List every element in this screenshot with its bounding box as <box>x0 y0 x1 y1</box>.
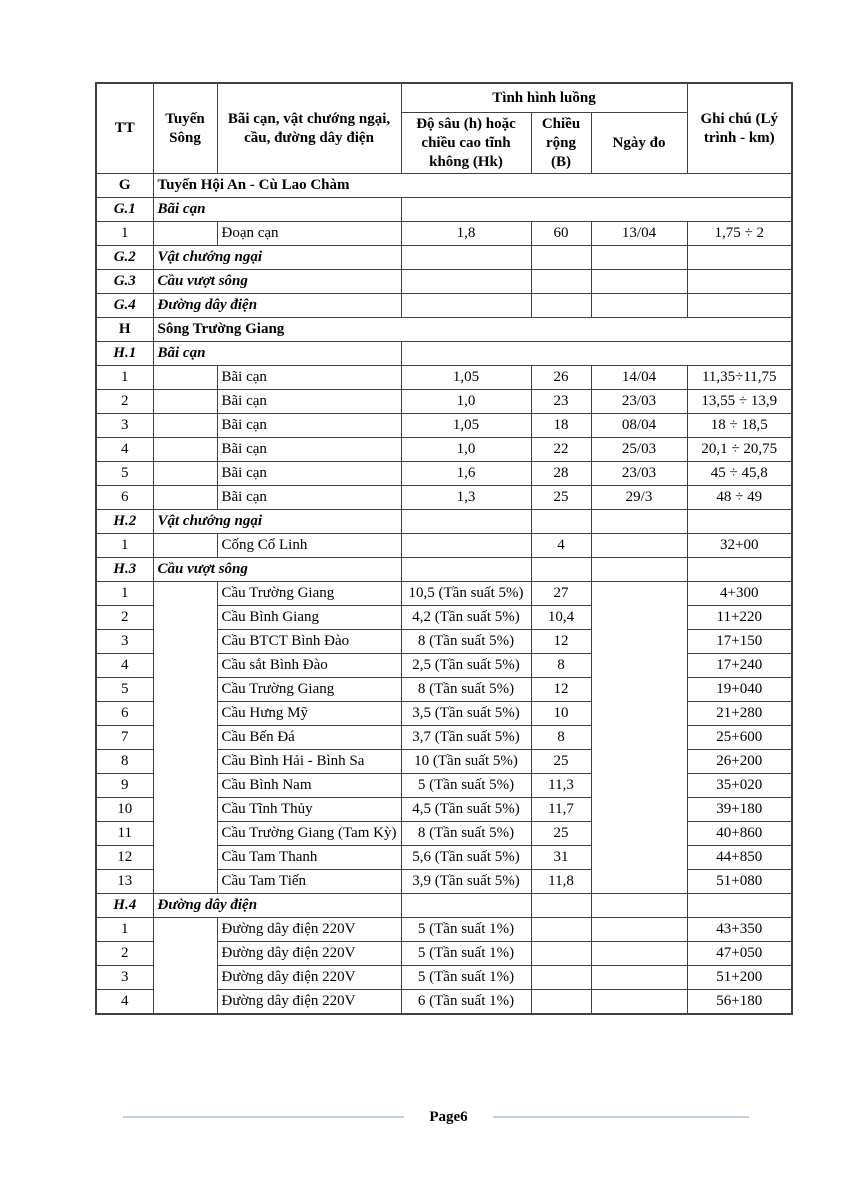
table-cell: 56+180 <box>687 990 792 1015</box>
table-cell: Cầu Bến Đá <box>217 726 401 750</box>
table-cell: Bãi cạn <box>217 462 401 486</box>
table-cell <box>153 414 217 438</box>
table-cell: 8 <box>96 750 153 774</box>
table-cell: 18 ÷ 18,5 <box>687 414 792 438</box>
table-cell: 11+220 <box>687 606 792 630</box>
table-cell: 4 <box>96 990 153 1015</box>
table-cell: Bãi cạn <box>217 414 401 438</box>
table-cell: 8 (Tần suất 5%) <box>401 678 531 702</box>
table-cell: Đoạn cạn <box>217 222 401 246</box>
table-cell <box>401 558 531 582</box>
table-cell: 25+600 <box>687 726 792 750</box>
table-cell <box>153 582 217 894</box>
table-cell <box>531 270 591 294</box>
table-row <box>96 462 792 486</box>
table-cell <box>591 582 687 894</box>
table-cell <box>153 462 217 486</box>
table-cell: Cầu Hưng Mỹ <box>217 702 401 726</box>
table-cell: 13 <box>96 870 153 894</box>
column-header-bai-can: Bãi cạn, vật chướng ngại, cầu, đường dây điện <box>217 83 401 174</box>
table-cell: Bãi cạn <box>217 438 401 462</box>
table-cell <box>531 246 591 270</box>
table-cell: 4 <box>96 654 153 678</box>
table-cell: Cầu Trường Giang (Tam Kỳ) <box>217 822 401 846</box>
table-cell <box>531 894 591 918</box>
table-cell: 4 <box>531 534 591 558</box>
page-number: Page6 <box>429 1109 468 1125</box>
table-cell: 08/04 <box>591 414 687 438</box>
table-cell: Cầu Tam Tiến <box>217 870 401 894</box>
table-cell <box>687 510 792 534</box>
table-cell: 3,9 (Tần suất 5%) <box>401 870 531 894</box>
table-cell <box>687 294 792 318</box>
table-row <box>96 558 792 582</box>
column-header-ghi-chu: Ghi chú (Lý trình - km) <box>687 83 792 174</box>
table-cell: 47+050 <box>687 942 792 966</box>
table-cell: 23/03 <box>591 390 687 414</box>
table-cell: 11,35÷11,75 <box>687 366 792 390</box>
table-cell <box>591 270 687 294</box>
table-row <box>96 270 792 294</box>
table-cell: 39+180 <box>687 798 792 822</box>
table-cell: Tuyến Hội An - Cù Lao Chàm <box>153 174 792 198</box>
table-cell: G.3 <box>96 270 153 294</box>
table-row <box>96 918 792 942</box>
table-cell: Cầu Bình Nam <box>217 774 401 798</box>
table-cell: 1,3 <box>401 486 531 510</box>
column-header-tt: TT <box>96 83 153 174</box>
table-cell: 6 <box>96 486 153 510</box>
table-cell <box>153 438 217 462</box>
waterway-status-table <box>95 82 793 1015</box>
table-cell <box>153 486 217 510</box>
table-cell: 11,7 <box>531 798 591 822</box>
table-cell: 26+200 <box>687 750 792 774</box>
table-cell <box>153 366 217 390</box>
table-cell: 1 <box>96 534 153 558</box>
table-cell: 8 (Tần suất 5%) <box>401 630 531 654</box>
table-cell: 1,0 <box>401 438 531 462</box>
table-row <box>96 894 792 918</box>
table-cell: 22 <box>531 438 591 462</box>
table-cell: 2 <box>96 606 153 630</box>
table-cell: 2,5 (Tần suất 5%) <box>401 654 531 678</box>
table-cell: Cầu vượt sông <box>153 558 401 582</box>
table-cell: Bãi cạn <box>217 486 401 510</box>
table-cell: 25 <box>531 822 591 846</box>
table-cell <box>591 990 687 1015</box>
table-cell: 1,05 <box>401 366 531 390</box>
table-cell: Bãi cạn <box>217 366 401 390</box>
table-cell <box>591 246 687 270</box>
table-cell: 51+200 <box>687 966 792 990</box>
table-cell: Sông Trường Giang <box>153 318 792 342</box>
table-cell: 1,8 <box>401 222 531 246</box>
column-header-tuyen-song: Tuyến Sông <box>153 83 217 174</box>
column-header-chieu-rong: Chiều rộng (B) <box>531 113 591 174</box>
column-header-do-sau: Độ sâu (h) hoặc chiều cao tĩnh không (Hk) <box>401 113 531 174</box>
table-cell: Đường dây điện <box>153 294 401 318</box>
table-cell <box>153 534 217 558</box>
table-cell: 51+080 <box>687 870 792 894</box>
table-cell <box>401 342 792 366</box>
table-cell: Đường dây điện <box>153 894 401 918</box>
table-cell: 1 <box>96 918 153 942</box>
table-cell: Đường dây điện 220V <box>217 918 401 942</box>
table-cell: 5 (Tần suất 1%) <box>401 942 531 966</box>
table-cell: 7 <box>96 726 153 750</box>
table-cell: 40+860 <box>687 822 792 846</box>
table-cell: 32+00 <box>687 534 792 558</box>
table-cell: Cầu Tam Thanh <box>217 846 401 870</box>
table-cell: Vật chướng ngại <box>153 510 401 534</box>
table-cell: 8 (Tần suất 5%) <box>401 822 531 846</box>
table-cell: Cầu Bình Giang <box>217 606 401 630</box>
table-cell: 29/3 <box>591 486 687 510</box>
table-cell <box>687 246 792 270</box>
table-cell: 12 <box>531 630 591 654</box>
table-cell: 2 <box>96 390 153 414</box>
table-cell: 3 <box>96 966 153 990</box>
column-header-ngay-do: Ngày đo <box>591 113 687 174</box>
table-cell: Cầu Trường Giang <box>217 582 401 606</box>
table-cell: 21+280 <box>687 702 792 726</box>
table-cell <box>153 390 217 414</box>
table-cell: 10 (Tần suất 5%) <box>401 750 531 774</box>
table-cell: Vật chướng ngại <box>153 246 401 270</box>
table-cell: 1,0 <box>401 390 531 414</box>
table-cell: 11,8 <box>531 870 591 894</box>
table-cell: 9 <box>96 774 153 798</box>
table-cell <box>591 558 687 582</box>
table-cell <box>687 270 792 294</box>
table-cell: 27 <box>531 582 591 606</box>
table-cell: 6 (Tần suất 1%) <box>401 990 531 1015</box>
table-cell <box>531 966 591 990</box>
table-row <box>96 318 792 342</box>
table-row <box>96 390 792 414</box>
table-cell: Cầu BTCT Bình Đào <box>217 630 401 654</box>
table-cell: Bãi cạn <box>217 390 401 414</box>
table-body <box>96 174 792 1015</box>
table-cell: 18 <box>531 414 591 438</box>
table-cell: G.2 <box>96 246 153 270</box>
table-cell: 20,1 ÷ 20,75 <box>687 438 792 462</box>
table-cell <box>401 294 531 318</box>
table-cell: Cầu Trường Giang <box>217 678 401 702</box>
table-cell: 23 <box>531 390 591 414</box>
table-row <box>96 366 792 390</box>
table-row <box>96 174 792 198</box>
table-cell <box>591 534 687 558</box>
table-cell: 5,6 (Tần suất 5%) <box>401 846 531 870</box>
table-cell: 4+300 <box>687 582 792 606</box>
table-cell: Cống Cổ Linh <box>217 534 401 558</box>
table-cell <box>531 510 591 534</box>
table-cell: 5 <box>96 462 153 486</box>
table-cell: Đường dây điện 220V <box>217 966 401 990</box>
table-cell: 5 <box>96 678 153 702</box>
table-cell: 14/04 <box>591 366 687 390</box>
table-row <box>96 534 792 558</box>
table-cell: 44+850 <box>687 846 792 870</box>
table-row <box>96 486 792 510</box>
table-cell <box>401 534 531 558</box>
table-cell: 6 <box>96 702 153 726</box>
column-header-tinh-hinh-luong: Tình hình luồng <box>401 83 687 113</box>
table-cell: H.3 <box>96 558 153 582</box>
header-row-1 <box>96 83 792 113</box>
table-cell: 5 (Tần suất 1%) <box>401 966 531 990</box>
table-cell: G.1 <box>96 198 153 222</box>
table-cell <box>591 966 687 990</box>
table-cell: 3 <box>96 630 153 654</box>
page-footer <box>123 1106 749 1128</box>
table-cell: 48 ÷ 49 <box>687 486 792 510</box>
table-cell: 3 <box>96 414 153 438</box>
table-cell: 12 <box>531 678 591 702</box>
table-cell: 10 <box>531 702 591 726</box>
table-row <box>96 438 792 462</box>
table-cell: 3,7 (Tần suất 5%) <box>401 726 531 750</box>
table-cell: 3,5 (Tần suất 5%) <box>401 702 531 726</box>
table-cell <box>591 942 687 966</box>
table-cell: 17+240 <box>687 654 792 678</box>
table-cell <box>687 558 792 582</box>
table-cell: 4,2 (Tần suất 5%) <box>401 606 531 630</box>
table-cell: 4,5 (Tần suất 5%) <box>401 798 531 822</box>
table-cell: 43+350 <box>687 918 792 942</box>
table-cell: 31 <box>531 846 591 870</box>
table-cell: 13/04 <box>591 222 687 246</box>
table-cell: 10,4 <box>531 606 591 630</box>
table-cell: 2 <box>96 942 153 966</box>
table-cell: 11,3 <box>531 774 591 798</box>
table-cell <box>153 918 217 1015</box>
table-cell <box>401 198 792 222</box>
table-cell: 10,5 (Tần suất 5%) <box>401 582 531 606</box>
table-cell <box>401 510 531 534</box>
table-cell <box>531 918 591 942</box>
table-cell: Bãi cạn <box>153 342 401 366</box>
table-cell: 5 (Tần suất 5%) <box>401 774 531 798</box>
table-cell: 1 <box>96 222 153 246</box>
table-cell: Cầu Bình Hải - Bình Sa <box>217 750 401 774</box>
table-cell: 8 <box>531 726 591 750</box>
table-cell: Bãi cạn <box>153 198 401 222</box>
table-cell: 10 <box>96 798 153 822</box>
table-cell: Đường dây điện 220V <box>217 942 401 966</box>
table-cell: 13,55 ÷ 13,9 <box>687 390 792 414</box>
table-cell: G.4 <box>96 294 153 318</box>
table-cell <box>591 294 687 318</box>
table-row <box>96 342 792 366</box>
table-cell <box>531 294 591 318</box>
table-cell <box>687 894 792 918</box>
table-cell: 25 <box>531 486 591 510</box>
table-cell <box>153 222 217 246</box>
table-cell <box>591 894 687 918</box>
table-row <box>96 246 792 270</box>
table-cell: 19+040 <box>687 678 792 702</box>
table-cell <box>531 558 591 582</box>
table-cell: 35+020 <box>687 774 792 798</box>
table-cell: H.4 <box>96 894 153 918</box>
table-cell: H <box>96 318 153 342</box>
table-cell: Cầu Tĩnh Thủy <box>217 798 401 822</box>
table-cell: 1 <box>96 582 153 606</box>
table-cell <box>531 990 591 1015</box>
table-row <box>96 510 792 534</box>
table-cell: G <box>96 174 153 198</box>
table-cell: 23/03 <box>591 462 687 486</box>
table-cell <box>591 510 687 534</box>
table-cell: 25/03 <box>591 438 687 462</box>
table-cell: 28 <box>531 462 591 486</box>
table-cell: 4 <box>96 438 153 462</box>
table-cell <box>401 270 531 294</box>
table-cell: Cầu sắt Bình Đào <box>217 654 401 678</box>
table-cell: 17+150 <box>687 630 792 654</box>
table-cell: H.1 <box>96 342 153 366</box>
table-cell: 45 ÷ 45,8 <box>687 462 792 486</box>
table-cell: 25 <box>531 750 591 774</box>
table-row <box>96 582 792 606</box>
table-cell: 1 <box>96 366 153 390</box>
table-cell <box>401 246 531 270</box>
table-row <box>96 294 792 318</box>
table-cell: 1,05 <box>401 414 531 438</box>
footer-rule-right <box>493 1116 749 1118</box>
table-cell: 1,75 ÷ 2 <box>687 222 792 246</box>
table-row <box>96 414 792 438</box>
table-cell: 1,6 <box>401 462 531 486</box>
table-cell: 8 <box>531 654 591 678</box>
table-row <box>96 222 792 246</box>
table-cell: 26 <box>531 366 591 390</box>
table-cell <box>531 942 591 966</box>
table-cell: Đường dây điện 220V <box>217 990 401 1015</box>
table-cell: 11 <box>96 822 153 846</box>
footer-rule-left <box>123 1116 404 1118</box>
table-cell <box>401 894 531 918</box>
table-cell: 60 <box>531 222 591 246</box>
table-cell: Cầu vượt sông <box>153 270 401 294</box>
table-row <box>96 198 792 222</box>
table-cell: 5 (Tần suất 1%) <box>401 918 531 942</box>
table-cell <box>591 918 687 942</box>
table-cell: H.2 <box>96 510 153 534</box>
table-header <box>96 83 792 174</box>
table-cell: 12 <box>96 846 153 870</box>
